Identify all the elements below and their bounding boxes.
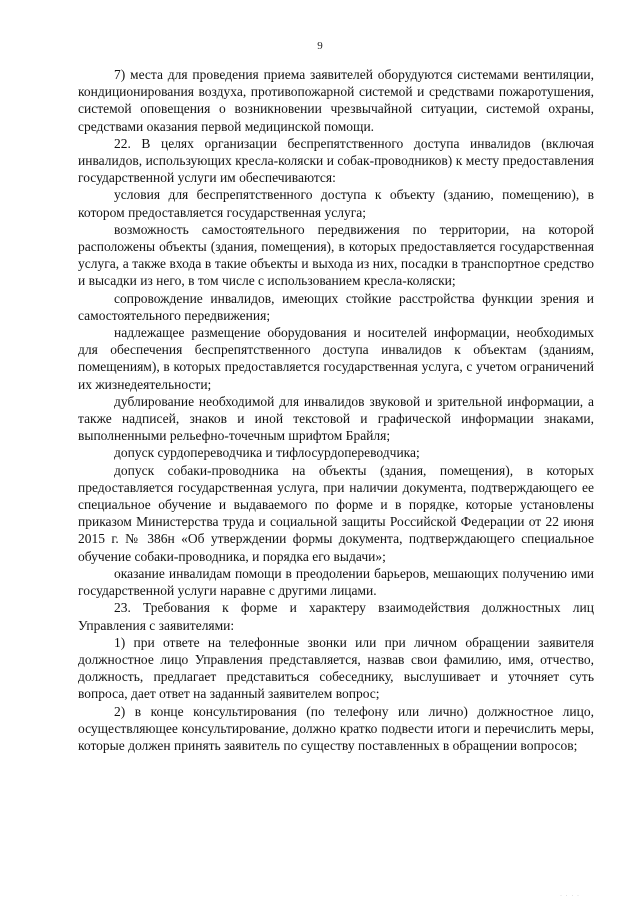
list-item-phone-answer: 1) при ответе на телефонные звонки или при личном обращении заявителя должностное лицо Управления представляется, назвав свои фамилию, имя, отчество, должность, предлагает представиться собеседнику, выслушивает и уточняет суть вопроса, дает ответ на заданный заявителем вопрос; xyxy=(78,634,594,702)
list-item-information-duplication: дублирование необходимой для инвалидов звуковой и зрительной информации, а также надписей, знаков и иной текстовой и графической информации знаками, выполненными рельефно-точечным шрифтом Брайля; xyxy=(78,393,594,444)
list-item-independent-movement: возможность самостоятельного передвижения по территории, на которой расположены объекты (здания, помещения), в которых предоставляется государственная услуга, а также входа в такие объекты и выхода из них, посадки в транспортное средство и высадки из него, в том числе с использованием кресла-коляски; xyxy=(78,221,594,289)
scan-corner-mark: · · · · xyxy=(560,893,580,899)
list-item-barrier-assistance: оказание инвалидам помощи в преодолении барьеров, мешающих получению ими государственной услуги наравне с другими лицами. xyxy=(78,565,594,599)
paragraph-22-disabled-access: 22. В целях организации беспрепятственного доступа инвалидов (включая инвалидов, использующих кресла-коляски и собак-проводников) к месту предоставления государственной услуги им обеспечиваются: xyxy=(78,135,594,186)
list-item-guide-dog: допуск собаки-проводника на объекты (здания, помещения), в которых предоставляется государственная услуга, при наличии документа, подтверждающего ее специальное обучение и выдаваемого по форме и в порядке, которые установлены приказом Министерства труда и социальной защиты Российской Федерации от 22 июня 2015 г. № 386н «Об утверждении формы документа, подтверждающего специальное обучение собаки-проводника, и порядка его выдачи»; xyxy=(78,462,594,564)
list-item-access-conditions: условия для беспрепятственного доступа к объекту (зданию, помещению), в котором предоставляется государственная услуга; xyxy=(78,187,594,220)
document-body xyxy=(78,66,594,754)
paragraph-7-premises-equipment: 7) места для проведения приема заявителей оборудуются системами вентиляции, кондиционирования воздуха, противопожарной системой и средствами пожаротушения, системой оповещения о возникновении чрезвычайной ситуации, системой охраны, средствами оказания первой медицинской помощи. xyxy=(78,67,594,134)
list-item-consultation-end: 2) в конце консультирования (по телефону или лично) должностное лицо, осуществляющее консультирование, должно кратко подвести итоги и перечислить меры, которые должен принять заявитель по существу поставленных в обращении вопросов; xyxy=(78,703,594,753)
paragraph-23-interaction-requirements: 23. Требования к форме и характеру взаимодействия должностных лиц Управления с заявителями: xyxy=(78,600,594,633)
list-item-equipment-placement: надлежащее размещение оборудования и носителей информации, необходимых для обеспечения беспрепятственного доступа инвалидов к объектам (зданиям, помещениям), в которых предоставляется государственная услуга, с учетом ограничений их жизнедеятельности; xyxy=(78,325,594,392)
list-item-sign-interpreter: допуск сурдопереводчика и тифлосурдопереводчика; xyxy=(114,445,420,461)
list-item-escort: сопровождение инвалидов, имеющих стойкие расстройства функции зрения и самостоятельного передвижения; xyxy=(78,290,594,323)
page-number: 9 xyxy=(317,40,323,52)
